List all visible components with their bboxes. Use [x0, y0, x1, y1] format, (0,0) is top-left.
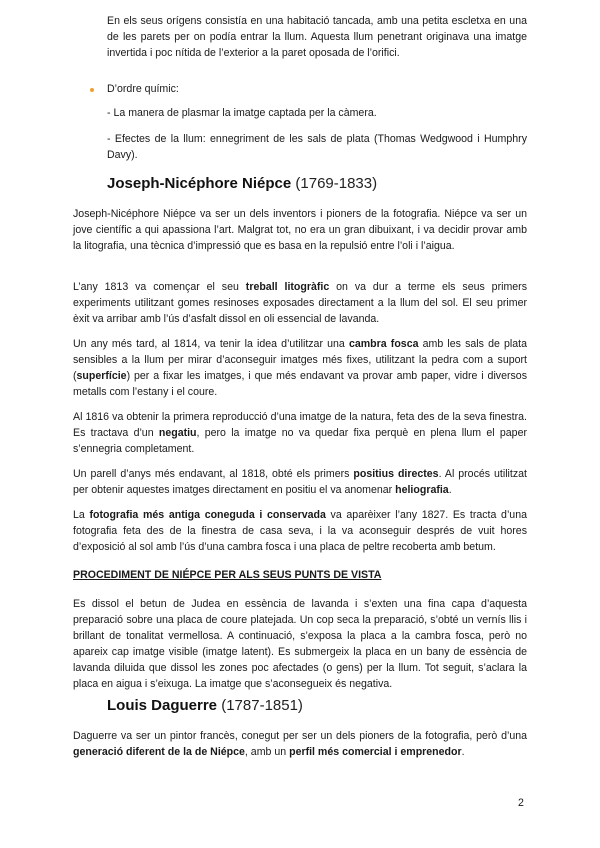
- bold-term: positius directes: [353, 468, 439, 480]
- paragraph: L’any 1813 va començar el seu treball litogràfic on va dur a terme els seus primers experiments utilitzant gomes resinoses exposades directament a la llum del sol. El seu primer èxit va arribar amb l’ús d’asfalt dissol en oli essencial de lavanda.: [73, 281, 527, 325]
- heading-years: (1787-1851): [221, 697, 303, 714]
- bold-term: generació diferent de la de Niépce: [73, 746, 245, 758]
- paragraph: Joseph-Nicéphore Niépce va ser un dels inventors i pioners de la fotografia. Niépce va ser un jove científic a qui apassiona l’art. Malgrat tot, no era un gran dibuixant, i va decidir provar amb la litografia, una tècnica d’impressió que es basa en la repulsió entre l’oli i l’aigua.: [73, 208, 527, 252]
- bullet-dot-icon: [90, 88, 94, 92]
- heading-years: (1769-1833): [295, 175, 378, 192]
- page-number: 2: [518, 797, 524, 809]
- bold-term: negatiu: [158, 427, 197, 439]
- bold-term: treball litogràfic: [245, 281, 330, 293]
- section-heading-niepce: [107, 174, 377, 194]
- heading-name: Joseph-Nicéphore Niépce: [107, 175, 292, 192]
- sub-item: - Efectes de la llum: ennegriment de les sals de plata (Thomas Wedgwood i Humphry Davy).: [107, 133, 527, 161]
- paragraph: Es dissol el betun de Judea en essència de lavanda i s’exten una fina capa d’aquesta preparació sobre una placa de coure platejada. Un cop seca la preparació, s’obté un vernís llis i brillant de tonalitat vermellosa. A continuació, s’exposa la placa a la cambra fosca, però no apareix cap imatge visible (imatge latent). Es submergeix la placa en un bany de essència de lavanda diluida que dissol les zones poc afectades (o gens) per la llum. Tot seguit, s’aclara la placa en aigua i s’eixuga. La imatge que s’aconsegueix és negativa.: [73, 598, 527, 690]
- procedure-heading: PROCEDIMENT DE NIÉPCE PER ALS SEUS PUNTS DE VISTA: [73, 569, 382, 581]
- heading-name: Louis Daguerre: [107, 697, 218, 714]
- bold-term: cambra fosca: [348, 338, 419, 350]
- bullet-item: D’ordre químic:: [107, 83, 179, 95]
- paragraph: Daguerre va ser un pintor francès, conegut per ser un dels pioners de la fotografia, però d’una generació diferent de la de Niépce, amb un perfil més comercial i emprenedor.: [73, 730, 527, 758]
- paragraph: Un parell d’anys més endavant, al 1818, obté els primers positius directes. Al procés utilitzat per obtenir aquestes imatges directament en positiu el va anomenar heliografia.: [73, 468, 527, 496]
- bold-term: perfil més comercial i emprenedor: [289, 746, 462, 758]
- bold-term: fotografia més antiga coneguda i conservada: [89, 509, 326, 521]
- intro-paragraph: En els seus orígens consistía en una habitació tancada, amb una petita escletxa en una de les parets per on podía entrar la llum. Aquesta llum penetrant originava una imatge invertida i poc nítida de l’exterior a la paret oposada de l’orifici.: [107, 15, 527, 59]
- paragraph: La fotografia més antiga coneguda i conservada va aparèixer l’any 1827. Es tracta d’una fotografia feta des de la finestra de casa seva, i la va aconseguir després de vuit hores d’exposició al sol amb l’ús d’una cambra fosca i una placa de peltre recoberta amb betum.: [73, 509, 527, 553]
- paragraph: Al 1816 va obtenir la primera reproducció d’una imatge de la natura, feta des de la seva finestra. Es tractava d’un negatiu, pero la imatge no va quedar fixa perquè en plena llum el paper s’ennegria completament.: [73, 411, 527, 455]
- paragraph: Un any més tard, al 1814, va tenir la idea d’utilitzar una cambra fosca amb les sals de plata sensibles a la llum per mirar d’aconseguir imatges més fixes, utilitzant la pedra com a suport (superfície) per a fixar les imatges, i que més endavant va provar amb paper, vidre i diversos metalls com l’estany i el coure.: [73, 338, 527, 398]
- section-heading-daguerre: [107, 696, 303, 716]
- bold-term: heliografia: [395, 484, 449, 496]
- bold-term: superfície: [76, 370, 127, 382]
- sub-item: - La manera de plasmar la imatge captada per la càmera.: [107, 107, 377, 119]
